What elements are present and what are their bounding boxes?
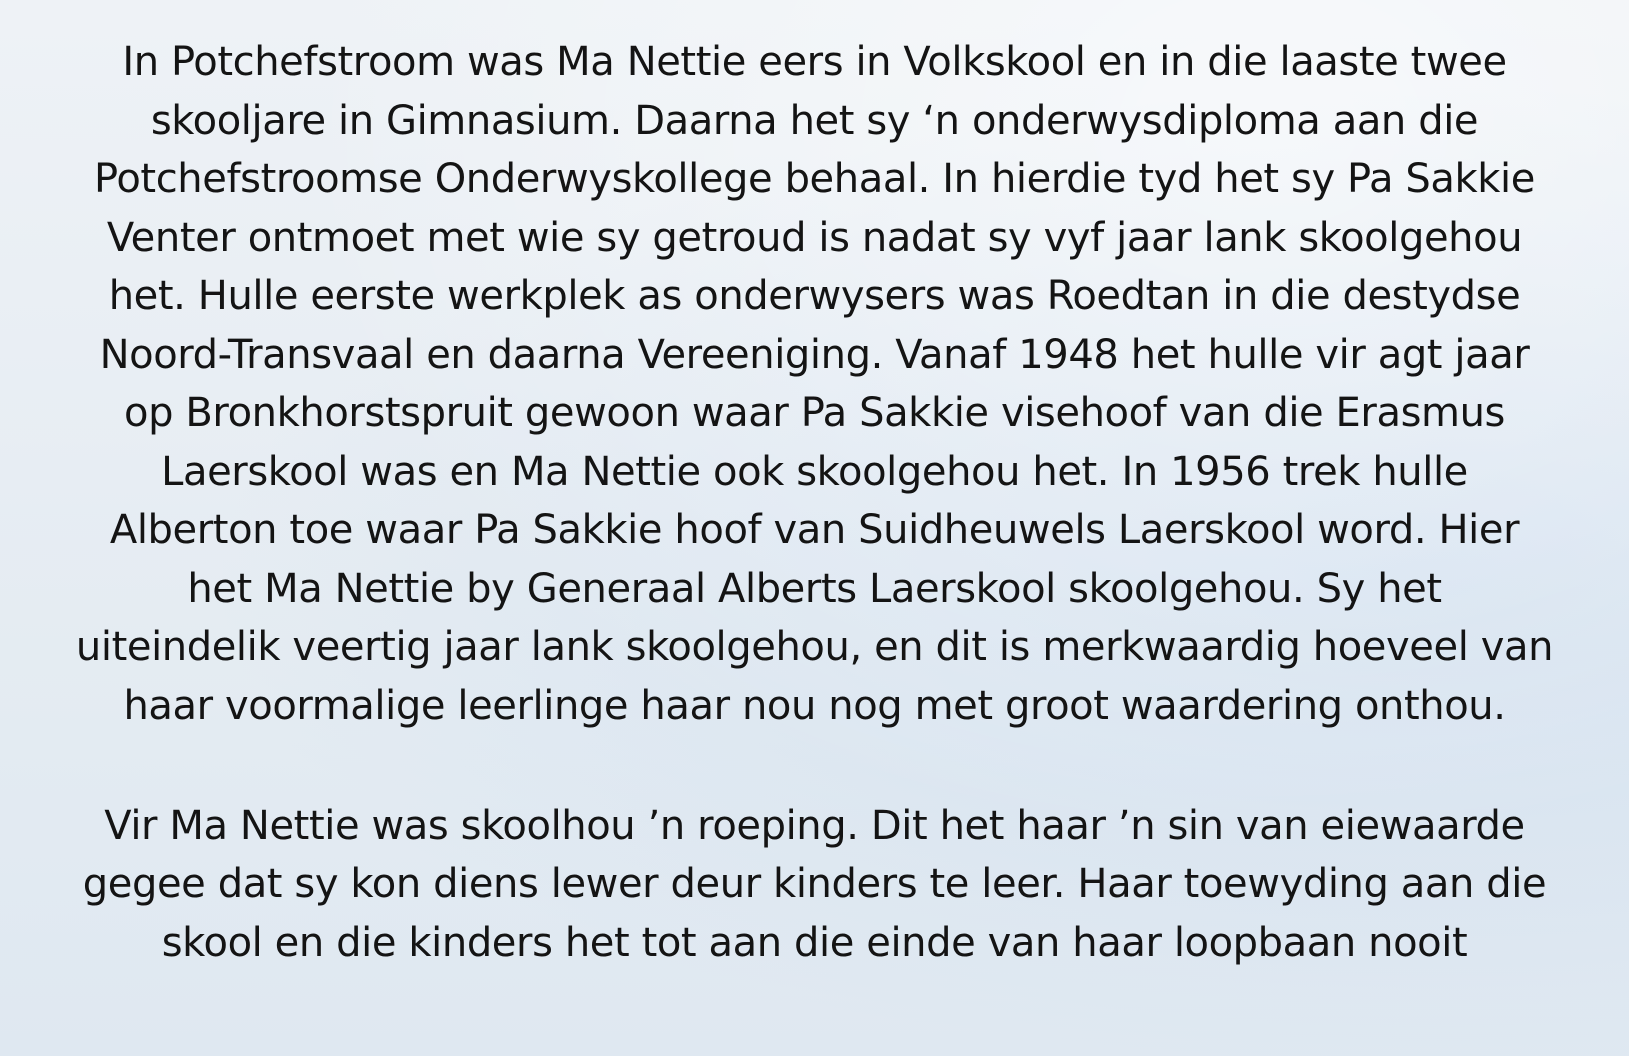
text-line: uiteindelik veertig jaar lank skoolgehou, en dit is merkwaardig hoeveel van [75,624,1554,670]
text-line: haar voormalige leerlinge haar nou nog met groot waardering onthou. [123,683,1506,729]
text-line: gegee dat sy kon diens lewer deur kinders te leer. Haar toewyding aan die [82,861,1547,907]
text-line: skooljare in Gimnasium. Daarna het sy ‘n onderwysdiploma aan die [150,98,1479,144]
text-line: het Ma Nettie by Generaal Alberts Laerskool skoolgehou. Sy het [187,566,1442,612]
text-line: Noord-Transvaal en daarna Vereeniging. Vanaf 1948 het hulle vir agt jaar [99,332,1530,378]
text-line: Laerskool was en Ma Nettie ook skoolgehou het. In 1956 trek hulle [161,449,1468,495]
text-line: op Bronkhorstspruit gewoon waar Pa Sakkie visehoof van die Erasmus [124,390,1505,436]
text-line: skool en die kinders het tot aan die einde van haar loopbaan nooit [161,920,1468,966]
text-line: Venter ontmoet met wie sy getroud is nadat sy vyf jaar lank skoolgehou [106,215,1523,261]
text-line: Alberton toe waar Pa Sakkie hoof van Suidheuwels Laerskool word. Hier [109,507,1520,553]
text-line: Vir Ma Nettie was skoolhou ’n roeping. Dit het haar ’n sin van eiewaarde [104,803,1525,849]
text-line: In Potchefstroom was Ma Nettie eers in Volkskool en in die laaste twee [122,39,1507,85]
text-line: Potchefstroomse Onderwyskollege behaal. In hierdie tyd het sy Pa Sakkie [94,156,1535,202]
text-line: het. Hulle eerste werkplek as onderwysers was Roedtan in die destydse [108,273,1521,319]
